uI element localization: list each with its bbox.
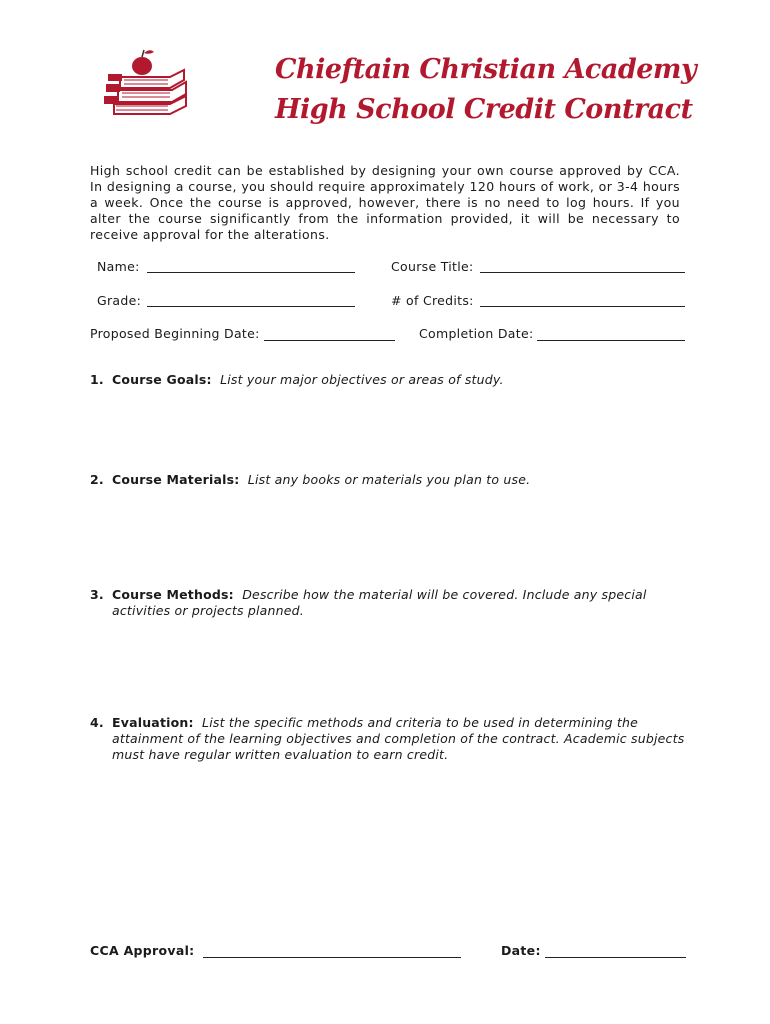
grade-field[interactable] xyxy=(147,306,355,307)
completion-date-label: Completion Date: xyxy=(419,326,534,341)
section-heading: Course Methods: xyxy=(112,587,234,602)
name-field[interactable] xyxy=(147,272,355,273)
section-number: 2. xyxy=(90,472,104,487)
date-label: Date: xyxy=(501,943,541,958)
section-course-goals xyxy=(90,372,690,388)
cca-approval-label: CCA Approval: xyxy=(90,943,195,958)
begin-date-label: Proposed Beginning Date: xyxy=(90,326,260,341)
date-field[interactable] xyxy=(545,957,686,958)
section-heading: Course Goals: xyxy=(112,372,212,387)
school-name: Chieftain Christian Academy xyxy=(275,54,697,85)
section-description: List any books or materials you plan to use. xyxy=(247,472,531,487)
section-course-materials xyxy=(90,472,690,488)
apple-on-books-icon xyxy=(100,44,192,120)
intro-paragraph: High school credit can be established by designing your own course approved by CCA. In designing a course, you should require approximately 120 hours of work, or 3-4 hours a week. Once the course is approved, however, there is no need to log hours. If you alter the course significantly from the information provided, it will be necessary to receive approval for the alterations. xyxy=(90,163,680,242)
grade-label: Grade: xyxy=(97,293,142,308)
header-title xyxy=(275,50,695,130)
credits-label: # of Credits: xyxy=(391,293,474,308)
section-evaluation xyxy=(90,715,690,763)
cca-approval-field[interactable] xyxy=(203,957,461,958)
section-number: 1. xyxy=(90,372,104,387)
course-title-label: Course Title: xyxy=(391,259,474,274)
section-description-continued: attainment of the learning objectives and completion of the contract. Academic subjects must have regular written evaluation to earn credit. xyxy=(112,731,685,762)
course-title-field[interactable] xyxy=(480,272,685,273)
section-description: List the specific methods and criteria to be used in determining the xyxy=(202,715,638,730)
begin-date-field[interactable] xyxy=(264,340,395,341)
section-heading: Course Materials: xyxy=(112,472,240,487)
credits-field[interactable] xyxy=(480,306,685,307)
section-description: Describe how the material will be covered. Include any special xyxy=(242,587,647,602)
section-course-methods xyxy=(90,587,690,619)
section-heading: Evaluation: xyxy=(112,715,194,730)
section-description-continued: activities or projects planned. xyxy=(112,603,304,618)
name-label: Name: xyxy=(97,259,140,274)
section-number: 4. xyxy=(90,715,104,730)
completion-date-field[interactable] xyxy=(537,340,685,341)
section-description: List your major objectives or areas of study. xyxy=(220,372,504,387)
form-title: High School Credit Contract xyxy=(275,94,693,125)
section-number: 3. xyxy=(90,587,104,602)
